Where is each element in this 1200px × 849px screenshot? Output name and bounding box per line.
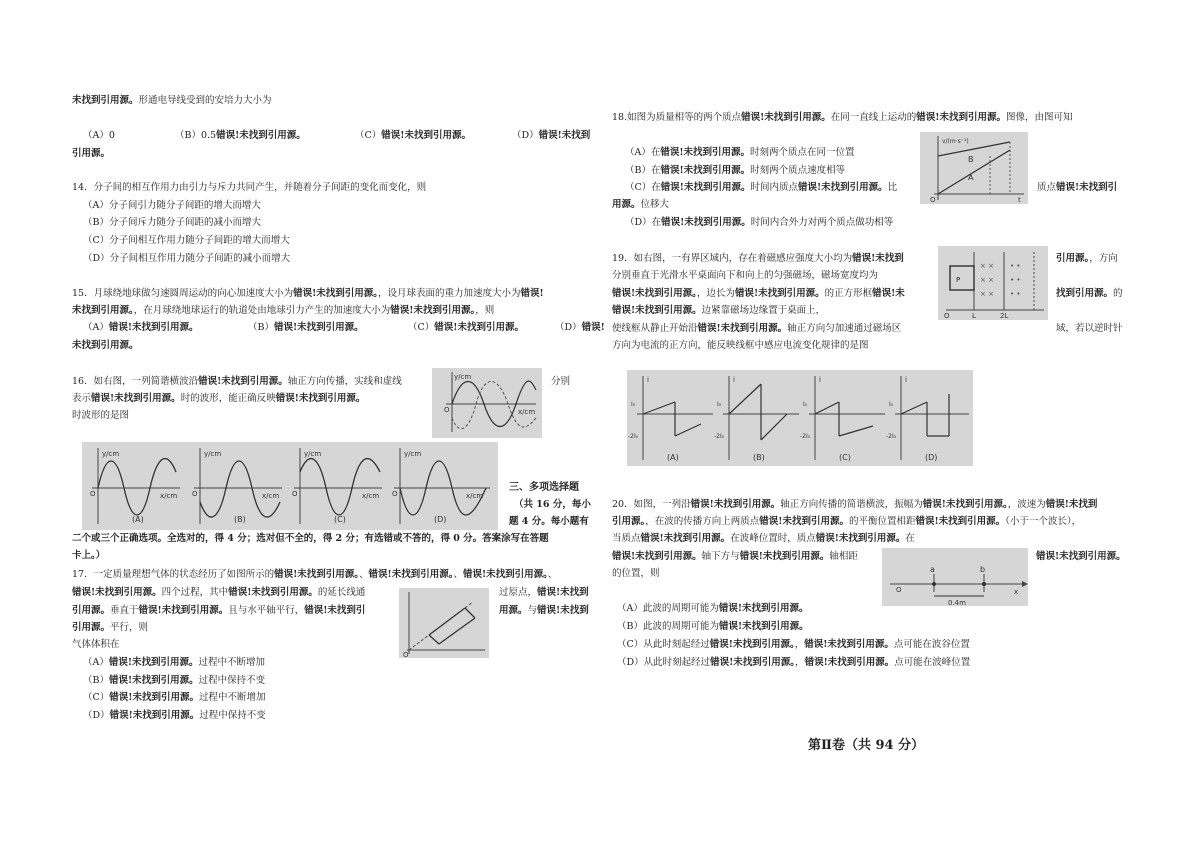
q18-option-d: （D）在错误!未找到引用源。时间内合外力对两个质点做功相等 <box>625 217 894 228</box>
q16-b-axis-x: x/cm <box>262 492 280 500</box>
q16-d-axis-x: x/cm <box>466 492 484 500</box>
q16-ref-axis-x: x/cm <box>518 408 536 416</box>
q14-stem: 14．分子间的相互作用力由引力与斥力共同产生，并随着分子间距的变化而变化，则 <box>72 182 427 193</box>
q16-label-d: (D) <box>434 515 447 524</box>
q13-option-b: （B）0.5错误!未找到引用源。 <box>175 130 306 141</box>
q13-stem-tail: 未找到引用源。形通电导线受到的安培力大小为 <box>72 95 272 106</box>
part2-title: 第Ⅱ卷（共 94 分） <box>808 738 925 753</box>
q16-label-c: (C) <box>334 515 346 524</box>
q16-reference-figure <box>432 368 542 438</box>
q20-stem-line1: 20．如图，一列沿错误!未找到引用源。轴正方向传播的简谐横波，振幅为错误!未找到引用源。，波速为错误!未找到 <box>612 499 1098 510</box>
q17-origin: O <box>403 651 409 658</box>
q18-origin: O <box>930 196 936 204</box>
q14-option-a: （A）分子间引力随分子间距的增大而增大 <box>83 200 261 211</box>
q14-option-c: （C）分子间相互作用力随分子间距的增大而增大 <box>83 235 290 246</box>
q18-axis-t: t <box>1018 196 1021 204</box>
q16-a-origin: O <box>90 490 96 498</box>
q20-option-d: （D）从此时刻起经过错误!未找到引用源。，错误!未找到引用源。点可能在波峰位置 <box>617 657 971 668</box>
q18-axis-label: v/(m·s⁻¹) <box>942 138 969 145</box>
q13-option-d-cont: 引用源。 <box>72 148 111 159</box>
q16-stem-line1-end: 分别 <box>551 376 571 387</box>
svg-text:• •: • • <box>1010 290 1021 298</box>
q19-options-figure <box>627 370 973 466</box>
q16-a-axis-x: x/cm <box>160 492 178 500</box>
q16-stem-line2: 表示错误!未找到引用源。时的波形，能正确反映错误!未找到引用源。 <box>72 393 366 404</box>
q19-label-c: (C) <box>839 453 851 462</box>
q17-stem-line3: 引用源。垂直于错误!未找到引用源。且与水平轴平行，错误!未找到引 <box>72 605 366 616</box>
q17-stem-line1: 17．一定质量理想气体的状态经历了如图所示的错误!未找到引用源。、错误!未找到引用源。、错误!未找到引用源。、 <box>72 569 558 580</box>
q16-stem-line3: 时波形的是图 <box>72 410 130 421</box>
q16-stem-line1: 16．如右图，一列简谐横波沿错误!未找到引用源。轴正方向传播，实线和虚线 <box>72 376 402 387</box>
q17-stem-line4: 引用源。平行，则 <box>72 622 149 633</box>
q20-option-c: （C）从此时刻起经过错误!未找到引用源。，错误!未找到引用源。点可能在波谷位置 <box>617 639 970 650</box>
svg-text:× ×: × × <box>980 276 994 284</box>
q19-d-n2i0: -2I₀ <box>886 433 897 440</box>
q20-distance: 0.4m <box>948 599 966 606</box>
q16-c-axis-y: y/cm <box>304 450 322 458</box>
q16-b-origin: O <box>192 490 198 498</box>
q16-c-origin: O <box>292 490 298 498</box>
q18-option-c-end: 质点错误!未找到引 <box>1037 182 1118 193</box>
q13-option-d: （D）错误!未找到 <box>512 130 591 141</box>
q16-ref-origin: O <box>444 406 450 414</box>
q20-origin: O <box>896 586 902 594</box>
q20-point-b: b <box>980 565 986 574</box>
q19-frame-p: P <box>956 276 961 284</box>
q20-point-a: a <box>930 565 935 574</box>
q20-stem-line4: 错误!未找到引用源。轴下方与错误!未找到引用源。轴相距 <box>612 551 858 562</box>
section3-right-1: （共 16 分，每小 <box>514 499 591 510</box>
q19-c-i0: I₀ <box>803 401 808 408</box>
q14-option-b: （B）分子间斥力随分子间距的减小而增大 <box>83 217 261 228</box>
q15-stem-line2: 未找到引用源。，在月球绕地球运行的轨道处由地球引力产生的加速度大小为错误!未找到引用源。，则 <box>72 305 495 316</box>
q16-d-axis-y: y/cm <box>404 450 422 458</box>
q16-ref-axis-y: y/cm <box>454 373 472 381</box>
section3-title: 三、多项选择题 <box>509 482 579 493</box>
q19-stem-line1-end: 引用源。，方向 <box>1056 253 1118 264</box>
q20-option-a: （A）此波的周期可能为错误!未找到引用源。 <box>617 603 809 614</box>
q16-label-b: (B) <box>234 515 246 524</box>
q19-label-d: (D) <box>925 453 938 462</box>
q19-b-i0: I₀ <box>717 401 722 408</box>
q20-stem-line4-end: 错误!未找到引用源。 <box>1036 551 1126 562</box>
q20-option-b: （B）此波的周期可能为错误!未找到引用源。 <box>617 621 809 632</box>
q15-option-c: （C）错误!未找到引用源。 <box>408 322 524 333</box>
q19-label-b: (B) <box>753 453 765 462</box>
q18-option-b: （B）在错误!未找到引用源。时刻两个质点速度相等 <box>625 165 846 176</box>
q17-option-c: （C）错误!未找到引用源。过程中不断增加 <box>83 692 266 703</box>
q19-stem-line3-end: 找到引用源。的 <box>1056 288 1123 299</box>
q19-stem-line6: 方向为电流的正方向，能反映线框中感应电流变化规律的是图 <box>612 340 869 351</box>
section3-right-2: 题 4 分。每小题有 <box>509 516 589 527</box>
q13-option-a: （A）0 <box>83 130 115 141</box>
q15-option-a: （A）错误!未找到引用源。 <box>83 322 199 333</box>
q19-b-axis-i: i <box>733 376 735 384</box>
q17-stem-line2-end: 过原点，错误!未找到 <box>499 587 589 598</box>
q20-axis-x: x <box>1014 588 1019 596</box>
q19-c-n2i0: -2I₀ <box>800 433 811 440</box>
q16-options-figure <box>82 442 498 530</box>
q17-option-d: （D）错误!未找到引用源。过程中保持不变 <box>83 710 266 721</box>
q17-figure <box>399 588 489 658</box>
q19-field-figure <box>938 246 1048 320</box>
svg-text:× ×: × × <box>980 290 994 298</box>
svg-text:• •: • • <box>1010 276 1021 284</box>
q15-option-d-cont: 未找到引用源。 <box>72 340 139 351</box>
q18-figure <box>920 132 1028 204</box>
q18-option-a: （A）在错误!未找到引用源。时刻两个质点在同一位置 <box>625 147 855 158</box>
svg-text:• •: • • <box>1010 262 1021 270</box>
q16-c-axis-x: x/cm <box>362 492 380 500</box>
q15-option-b: （B）错误!未找到引用源。 <box>248 322 364 333</box>
q18-stem: 18.如图为质量相等的两个质点错误!未找到引用源。在同一直线上运动的错误!未找到引用源。图像，由图可知 <box>612 112 1073 123</box>
q18-line-a: A <box>968 173 974 182</box>
q19-stem-line5: 使线框从静止开始沿错误!未找到引用源。轴正方向匀加速通过磁场区 <box>612 323 902 334</box>
q19-origin: O <box>944 312 950 320</box>
svg-text:× ×: × × <box>980 262 994 270</box>
q19-b-n2i0: -2I₀ <box>714 433 725 440</box>
section3-instructions: 二个或三个正确选项。全选对的，得 4 分；选对但不全的，得 2 分；有选错或不答的，得 0 分。答案涂写在答题 <box>72 533 549 544</box>
q16-a-axis-y: y/cm <box>102 450 120 458</box>
q19-tick-l: L <box>972 312 976 320</box>
q19-a-i0: I₀ <box>631 401 636 408</box>
q19-d-axis-i: i <box>905 376 907 384</box>
q18-option-c: （C）在错误!未找到引用源。时间内质点错误!未找到引用源。比 <box>625 182 898 193</box>
q17-stem-line2: 错误!未找到引用源。四个过程，其中错误!未找到引用源。的延长线通 <box>72 587 366 598</box>
q17-stem-line3-end: 用源。与错误!未找到 <box>499 605 589 616</box>
q20-stem-line3: 当质点错误!未找到引用源。在波峰位置时，质点错误!未找到引用源。在 <box>612 533 915 544</box>
q16-b-axis-y: y/cm <box>204 450 222 458</box>
q17-option-b: （B）错误!未找到引用源。过程中保持不变 <box>83 675 266 686</box>
q20-figure <box>882 548 1028 606</box>
q18-line-b: B <box>968 155 974 164</box>
q19-a-axis-i: i <box>647 376 649 384</box>
q19-stem-line5-end: 域，若以逆时针 <box>1056 323 1123 334</box>
q19-stem-line3: 错误!未找到引用源。，边长为错误!未找到引用源。的正方形框错误!未 <box>612 288 905 299</box>
q19-a-n2i0: -2I₀ <box>628 433 639 440</box>
q18-option-c-cont: 用源。位移大 <box>612 199 670 210</box>
q19-stem-line4: 错误!未找到引用源。边紧靠磁场边缘置于桌面上， <box>612 305 826 316</box>
q15-option-d: （D）错误! <box>555 322 605 333</box>
q19-d-i0: I₀ <box>889 401 894 408</box>
q14-option-d: （D）分子间相互作用力随分子间距的减小而增大 <box>83 253 291 264</box>
q17-stem-line5: 气体体积在 <box>72 639 120 650</box>
q16-label-a: (A) <box>132 515 144 524</box>
q19-stem-line2: 分别垂直于光滑水平桌面向下和向上的匀强磁场，磁场宽度均为 <box>612 270 879 281</box>
q19-stem-line1: 19．如右图，一有界区域内，存在着磁感应强度大小均为错误!未找到 <box>612 253 904 264</box>
q15-stem-line1: 15．月球绕地球做匀速圆周运动的向心加速度大小为错误!未找到引用源。，设月球表面的重力加速度大小为错误! <box>72 288 544 299</box>
section3-instructions-cont: 卡上。） <box>72 550 106 561</box>
q13-option-c: （C）错误!未找到引用源。 <box>355 130 471 141</box>
q17-option-a: （A）错误!未找到引用源。过程中不断增加 <box>83 657 266 668</box>
q19-c-axis-i: i <box>819 376 821 384</box>
q20-stem-line5: 的位置，则 <box>612 568 660 579</box>
q19-tick-2l: 2L <box>1000 312 1009 320</box>
q16-d-origin: O <box>392 490 398 498</box>
q20-stem-line2: 引用源。，在波的传播方向上两质点错误!未找到引用源。的平衡位置相距错误!未找到引用源。（小于一个波长）， <box>612 516 1082 527</box>
q19-label-a: (A) <box>667 453 679 462</box>
